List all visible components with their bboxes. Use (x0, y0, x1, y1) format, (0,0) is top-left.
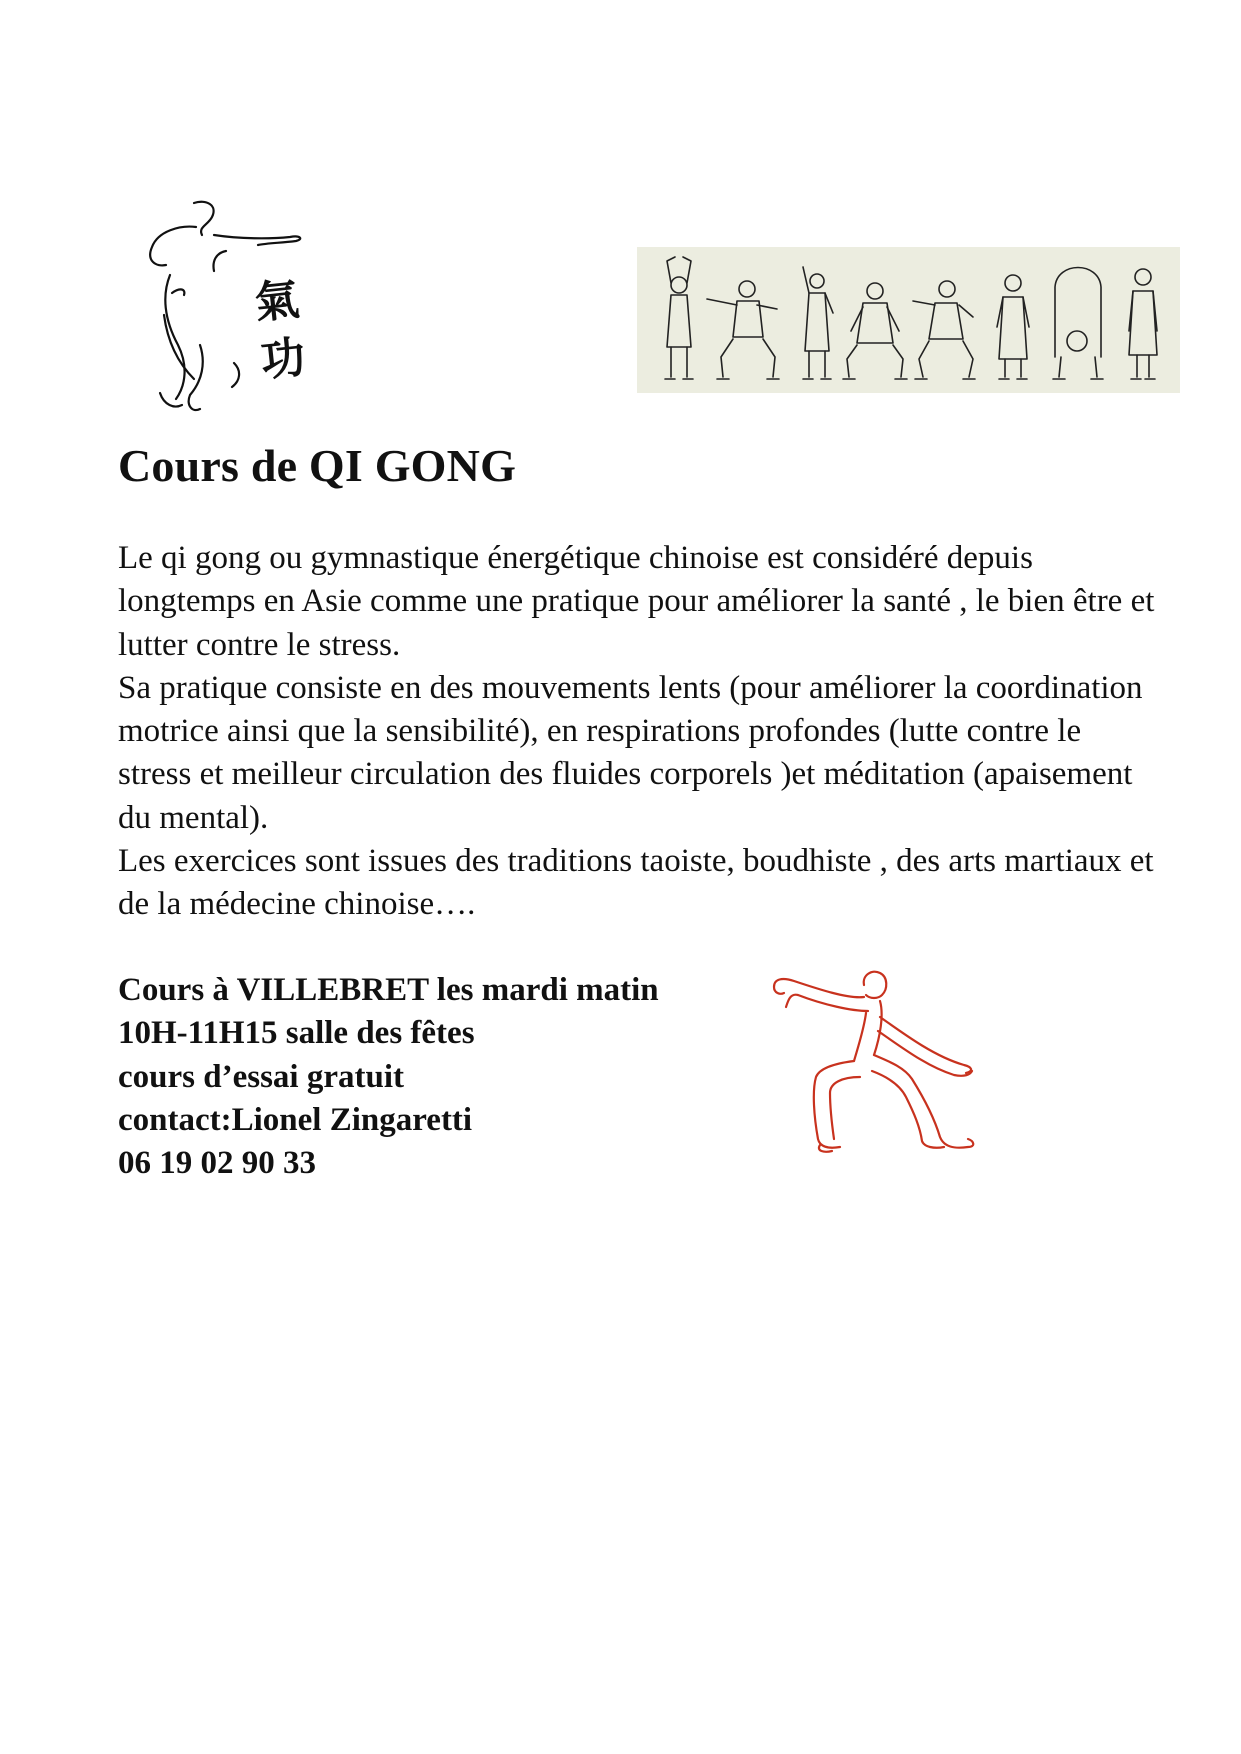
class-location: Cours à VILLEBRET les mardi matin (118, 972, 659, 1008)
red-figure-drawing (768, 967, 998, 1159)
qi-character: 氣 (252, 274, 302, 330)
exercise-figures-banner (637, 247, 1180, 393)
exercise-figures-illustration (637, 247, 1180, 393)
contact-phone: 06 19 02 90 33 (118, 1145, 316, 1182)
martial-arts-figure (768, 967, 998, 1159)
class-schedule: 10H-11H15 salle des fêtes (118, 1015, 475, 1052)
gong-character: 功 (258, 331, 308, 388)
paragraph-origins: Les exercices sont issues des traditions taoiste, boudhiste , des arts martiaux et de la médecine chinoise…. (118, 843, 1154, 923)
description-text (118, 537, 1158, 927)
paragraph-practice: Sa pratique consiste en des mouvements lents (pour améliorer la coordination motrice ainsi que la sensibilité), en respirations profondes (lutte contre le stress et meilleur circulation des fluides corporels )et méditation (apaisement du mental). (118, 669, 1143, 836)
page-title: Cours de QI GONG (118, 440, 517, 491)
brush-figure-drawing (140, 195, 340, 425)
paragraph-intro: Le qi gong ou gymnastique énergétique chinoise est considéré depuis longtemps en Asie comme une pratique pour améliorer la santé , le bien être et lutter contre le stress. (118, 540, 1155, 663)
qigong-characters (244, 270, 316, 392)
contact-name: contact:Lionel Zingaretti (118, 1101, 473, 1138)
qigong-logo (140, 195, 340, 425)
class-info (118, 969, 659, 1185)
free-trial-note: cours d’essai gratuit (118, 1058, 404, 1095)
